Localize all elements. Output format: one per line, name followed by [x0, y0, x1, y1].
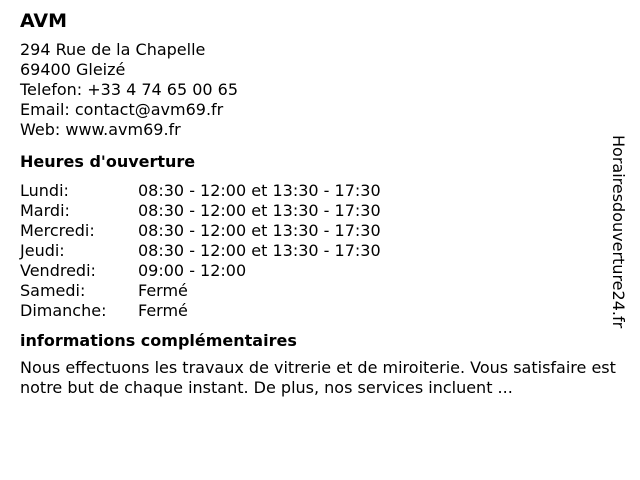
hours-row-tuesday: [20, 201, 620, 221]
hours-row-wednesday: [20, 221, 620, 241]
hours-heading: Heures d'ouverture: [20, 152, 196, 171]
web-line: Web: www.avm69.fr: [20, 120, 181, 139]
street-address: 294 Rue de la Chapelle: [20, 40, 206, 59]
info-text: Nous effectuons les travaux de vitrerie et de miroiterie. Vous satisfaire est notre but de chaque instant. De plus, nos services incluent ...: [20, 358, 616, 397]
side-brand-watermark: Horairesdouverture24.fr: [609, 135, 628, 329]
hours-time: 08:30 - 12:00 et 13:30 - 17:30: [138, 221, 381, 240]
hours-row-friday: [20, 261, 620, 281]
business-name: AVM: [20, 10, 68, 32]
hours-day: Mercredi:: [20, 221, 95, 240]
hours-row-saturday: [20, 281, 620, 301]
hours-time: 09:00 - 12:00: [138, 261, 247, 280]
hours-row-thursday: [20, 241, 620, 261]
hours-row-sunday: [20, 301, 620, 321]
hours-time: Fermé: [138, 301, 188, 320]
phone-line: Telefon: +33 4 74 65 00 65: [20, 80, 239, 99]
contact-block: [20, 40, 620, 140]
hours-time: 08:30 - 12:00 et 13:30 - 17:30: [138, 181, 381, 200]
hours-day: Lundi:: [20, 181, 69, 200]
hours-row-monday: [20, 181, 620, 201]
hours-day: Dimanche:: [20, 301, 107, 320]
info-heading: informations complémentaires: [20, 331, 297, 350]
hours-time: 08:30 - 12:00 et 13:30 - 17:30: [138, 201, 381, 220]
hours-day: Samedi:: [20, 281, 86, 300]
hours-table: [20, 181, 620, 321]
hours-time: Fermé: [138, 281, 188, 300]
hours-day: Mardi:: [20, 201, 70, 220]
email-line: Email: contact@avm69.fr: [20, 100, 224, 119]
hours-day: Vendredi:: [20, 261, 96, 280]
hours-day: Jeudi:: [20, 241, 65, 260]
hours-time: 08:30 - 12:00 et 13:30 - 17:30: [138, 241, 381, 260]
business-card: [20, 8, 620, 398]
city-address: 69400 Gleizé: [20, 60, 126, 79]
